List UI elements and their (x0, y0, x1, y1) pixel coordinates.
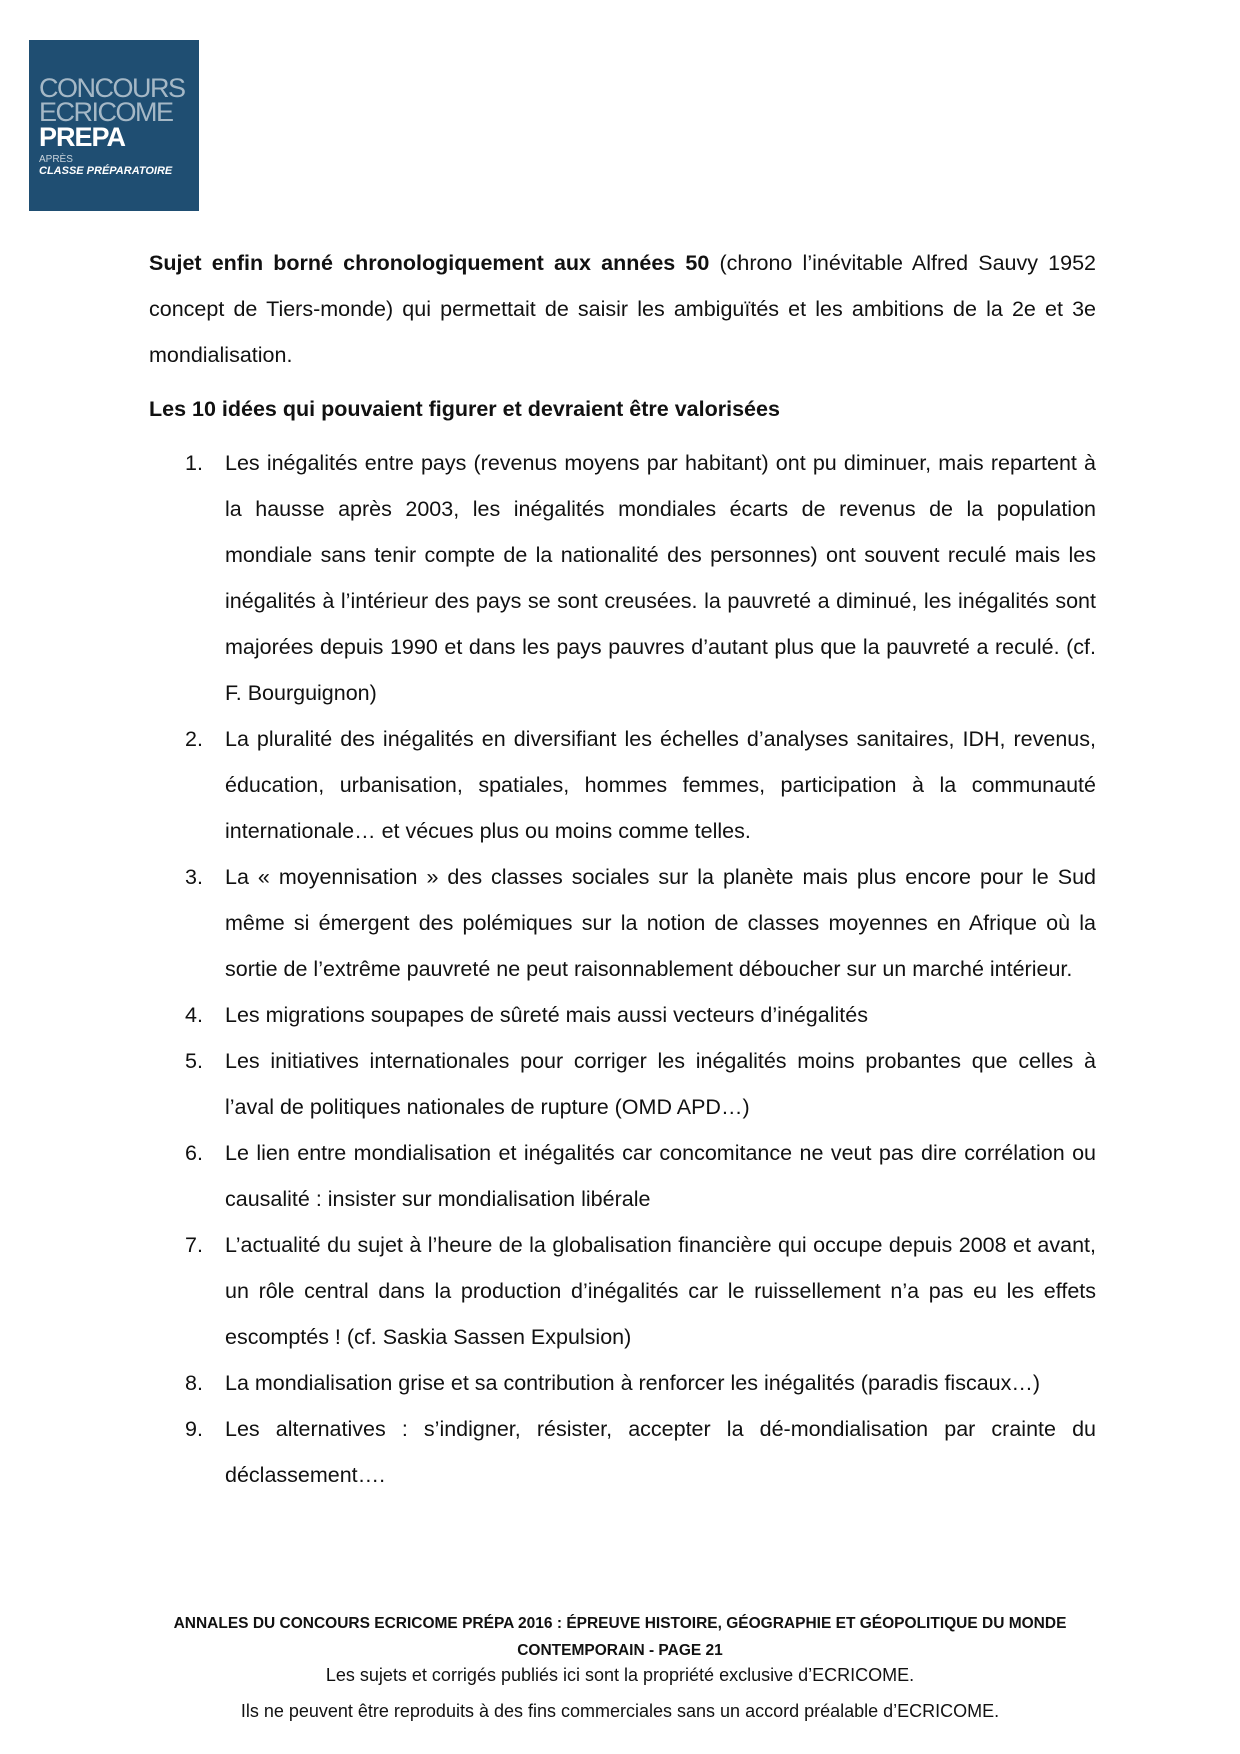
list-item (149, 1130, 1096, 1222)
list-item-number: 5. (185, 1049, 203, 1073)
list-item (149, 1406, 1096, 1498)
list-item-text: L’actualité du sujet à l’heure de la globalisation financière qui occupe depuis 2008 et avant, un rôle central dans la production d’inégalités car le ruissellement n’a pas eu les effets escomptés ! (cf. Saskia Sassen Expulsion) (225, 1233, 1096, 1349)
document-body (149, 240, 1096, 1498)
list-item (149, 1360, 1096, 1406)
section-heading: Les 10 idées qui pouvaient figurer et devraient être valorisées (149, 397, 780, 421)
list-item-text: Les initiatives internationales pour corriger les inégalités moins probantes que celles à l’aval de politiques nationales de rupture (OMD APD…) (225, 1049, 1096, 1119)
logo-line-classe-preparatoire: CLASSE PRÉPARATOIRE (39, 165, 173, 177)
intro-paragraph (149, 240, 1096, 378)
list-item-number: 3. (185, 865, 203, 889)
list-item-text: Les migrations soupapes de sûreté mais aussi vecteurs d’inégalités (225, 1003, 868, 1027)
list-item (149, 854, 1096, 992)
list-item-number: 2. (185, 727, 203, 751)
logo-line-concours: CONCOURS (39, 73, 185, 103)
list-item (149, 440, 1096, 716)
list-item-number: 1. (185, 451, 203, 475)
footer-page-line: CONTEMPORAIN - PAGE 21 (517, 1642, 723, 1659)
ecricome-logo (29, 40, 199, 211)
logo-line-apres: APRÈS (39, 154, 73, 165)
footer-note-line: Les sujets et corrigés publiés ici sont la propriété exclusive d’ECRICOME. (325, 1665, 915, 1685)
logo-line-prepa: PREPA (39, 122, 126, 152)
intro-rest-text: (chrono l’inévitable Alfred Sauvy 1952 concept de Tiers-monde) qui permettait de saisir les ambiguïtés et les ambitions de la 2e et 3e mondialisation. (149, 251, 1096, 367)
list-item-text: Les inégalités entre pays (revenus moyens par habitant) ont pu diminuer, mais repartent à la hausse après 2003, les inégalités mondiales écarts de revenus de la population mondiale sans tenir compte de la nationalité des personnes) ont souvent reculé mais les inégalités à l’intérieur des pays se sont creusées. la pauvreté a diminué, les inégalités sont majorées depuis 1990 et dans les pays pauvres d’autant plus que la pauvreté a reculé. (cf. F. Bourguignon) (225, 451, 1096, 705)
list-item-number: 8. (185, 1371, 203, 1395)
list-item (149, 992, 1096, 1038)
list-item (149, 1038, 1096, 1130)
list-item-number: 9. (185, 1417, 203, 1441)
list-item-text: La mondialisation grise et sa contribution à renforcer les inégalités (paradis fiscaux…) (225, 1371, 1041, 1395)
list-item (149, 1222, 1096, 1360)
list-item-number: 6. (185, 1141, 203, 1165)
footer-title-line: ANNALES DU CONCOURS ECRICOME PRÉPA 2016 : ÉPREUVE HISTOIRE, GÉOGRAPHIE ET GÉOPOLITIQUE DU MONDE (173, 1615, 1067, 1632)
footer-copyright (0, 1657, 1240, 1729)
list-item-text: La « moyennisation » des classes sociales sur la planète mais plus encore pour le Sud même si émergent des polémiques sur la notion de classes moyennes en Afrique où la sortie de l’extrême pauvreté ne peut raisonnablement déboucher sur un marché intérieur. (225, 865, 1096, 981)
list-item-number: 7. (185, 1233, 203, 1257)
footer-title (0, 1610, 1240, 1664)
logo-line-ecricome: ECRICOME (39, 97, 173, 127)
footer-note-line: Ils ne peuvent être reproduits à des fins commerciales sans un accord préalable d’ECRICOME. (240, 1701, 1000, 1721)
list-item-number: 4. (185, 1003, 203, 1027)
ideas-list (149, 440, 1096, 1498)
list-item-text: Les alternatives : s’indigner, résister, accepter la dé-mondialisation par crainte du déclassement…. (225, 1417, 1096, 1487)
list-item-text: Le lien entre mondialisation et inégalités car concomitance ne veut pas dire corrélation ou causalité : insister sur mondialisation libérale (225, 1141, 1096, 1211)
list-item-text: La pluralité des inégalités en diversifiant les échelles d’analyses sanitaires, IDH, revenus, éducation, urbanisation, spatiales, hommes femmes, participation à la communauté internationale… et vécues plus ou moins comme telles. (225, 727, 1096, 843)
list-item (149, 716, 1096, 854)
intro-bold-text: Sujet enfin borné chronologiquement aux années 50 (149, 251, 710, 275)
